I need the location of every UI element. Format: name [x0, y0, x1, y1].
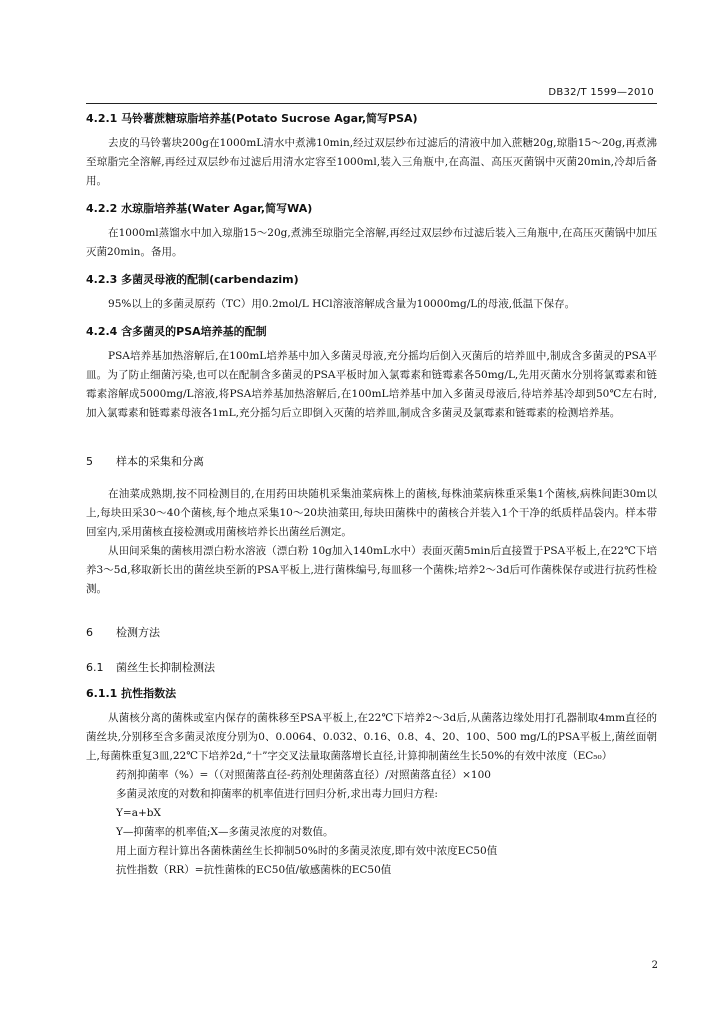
section-5-number: 5: [86, 455, 93, 468]
standard-code: DB32/T 1599—2010: [548, 87, 654, 98]
paragraph-5-1: 在油菜成熟期,按不同检测目的,在用药田块随机采集油菜病株上的菌核,每株油菜病株重采集1个菌核,病株间距30m以上,每块田采30～40个菌核,每个地点采集10～20块油菜田,每块田菌株中的菌核合并装入1个干净的纸质样品袋内。样本带回室内,采用菌核直接检测或用菌核培养长出菌丝后测定。: [86, 488, 657, 538]
section-6-1-title: 菌丝生长抑制检测法: [116, 661, 215, 674]
page-number: 2: [651, 960, 658, 971]
heading-4-2-1: 4.2.1 马铃薯蔗糖琼脂培养基(Potato Sucrose Agar,简写PSA): [86, 112, 418, 125]
variable-definition: Y—抑菌率的机率值;X—多菌灵浓度的对数值。: [116, 826, 334, 838]
header-rule: [86, 103, 657, 104]
section-6-number: 6: [86, 626, 93, 639]
paragraph-4-2-2: 在1000ml蒸馏水中加入琼脂15～20g,煮沸至琼脂完全溶解,再经过双层纱布过滤后装入三角瓶中,在高压灭菌锅中加压灭菌20min。备用。: [86, 227, 657, 258]
paragraph-6-1-1: 从菌核分离的菌株或室内保存的菌株移至PSA平板上,在22℃下培养2～3d后,从菌落边缘处用打孔器制取4mm直径的菌丝块,分别移至含多菌灵浓度分别为0、0.0064、0.032、0.16、0.8、4、20、100、500 mg/L的PSA平板上,菌丝面朝上,每菌株重复3皿,22℃下培养2d,“十”字交叉法量取菌落增长直径,计算抑制菌丝生长50%的有效中浓度（EC₅₀）: [86, 712, 657, 762]
ec50-description: 用上面方程计算出各菌株菌丝生长抑制50%时的多菌灵浓度,即有效中浓度EC50值: [116, 845, 498, 857]
section-6-1-number: 6.1: [86, 661, 104, 674]
paragraph-4-2-1: 去皮的马铃薯块200g在1000mL清水中煮沸10min,经过双层纱布过滤后的清液中加入蔗糖20g,琼脂15～20g,再煮沸至琼脂完全溶解,再经过双层纱布过滤后用清水定容至1000ml,装入三角瓶中,在高温、高压灭菌锅中灭菌20min,冷却后备用。: [86, 137, 657, 187]
section-6-title: 检测方法: [116, 626, 160, 639]
formula-inhibition-rate: 药剂抑菌率（%）=（（对照菌落直径-药剂处理菌落直径）/对照菌落直径）×100: [116, 769, 491, 781]
heading-4-2-2: 4.2.2 水琼脂培养基(Water Agar,简写WA): [86, 202, 313, 215]
section-5-title: 样本的采集和分离: [116, 455, 204, 468]
regression-description: 多菌灵浓度的对数和抑菌率的机率值进行回归分析,求出毒力回归方程:: [116, 788, 438, 800]
section-6-heading: [86, 623, 657, 642]
document-body: [86, 106, 657, 880]
regression-equation: Y=a+bX: [116, 807, 161, 819]
resistance-index-formula: 抗性指数（RR）=抗性菌株的EC50值/敏感菌株的EC50值: [116, 864, 392, 876]
heading-4-2-3: 4.2.3 多菌灵母液的配制(carbendazim): [86, 273, 299, 286]
section-5-heading: [86, 452, 657, 471]
paragraph-5-2: 从田间采集的菌核用漂白粉水溶液（漂白粉 10g加入140mL水中）表面灭菌5min后直接置于PSA平板上,在22℃下培养3～5d,移取新长出的菌丝块至新的PSA平板上,进行菌株编号,每皿移一个菌株;培养2～3d后可作菌株保存或进行抗药性检测。: [86, 545, 657, 595]
paragraph-4-2-3: 95%以上的多菌灵原药（TC）用0.2mol/L HCl溶液溶解成含量为10000mg/L的母液,低温下保存。: [108, 298, 576, 310]
paragraph-4-2-4: PSA培养基加热溶解后,在100mL培养基中加入多菌灵母液,充分摇均后倒入灭菌后的培养皿中,制成含多菌灵的PSA平皿。为了防止细菌污染,也可以在配制含多菌灵的PSA平板时加入氯霉素和链霉素各50mg/L,先用灭菌水分别将氯霉素和链霉素溶解成5000mg/L溶液,将PSA培养基加热溶解后,在100mL培养基中加入多菌灵母液后,待培养基冷却到50℃左右时,加入氯霉素和链霉素母液各1mL,充分摇匀后立即倒入灭菌的培养皿,制成含多菌灵及氯霉素和链霉素的检测培养基。: [86, 350, 657, 419]
heading-6-1-1: 6.1.1 抗性指数法: [86, 687, 177, 700]
heading-4-2-4: 4.2.4 含多菌灵的PSA培养基的配制: [86, 325, 267, 338]
section-6-1-heading: [86, 658, 657, 677]
